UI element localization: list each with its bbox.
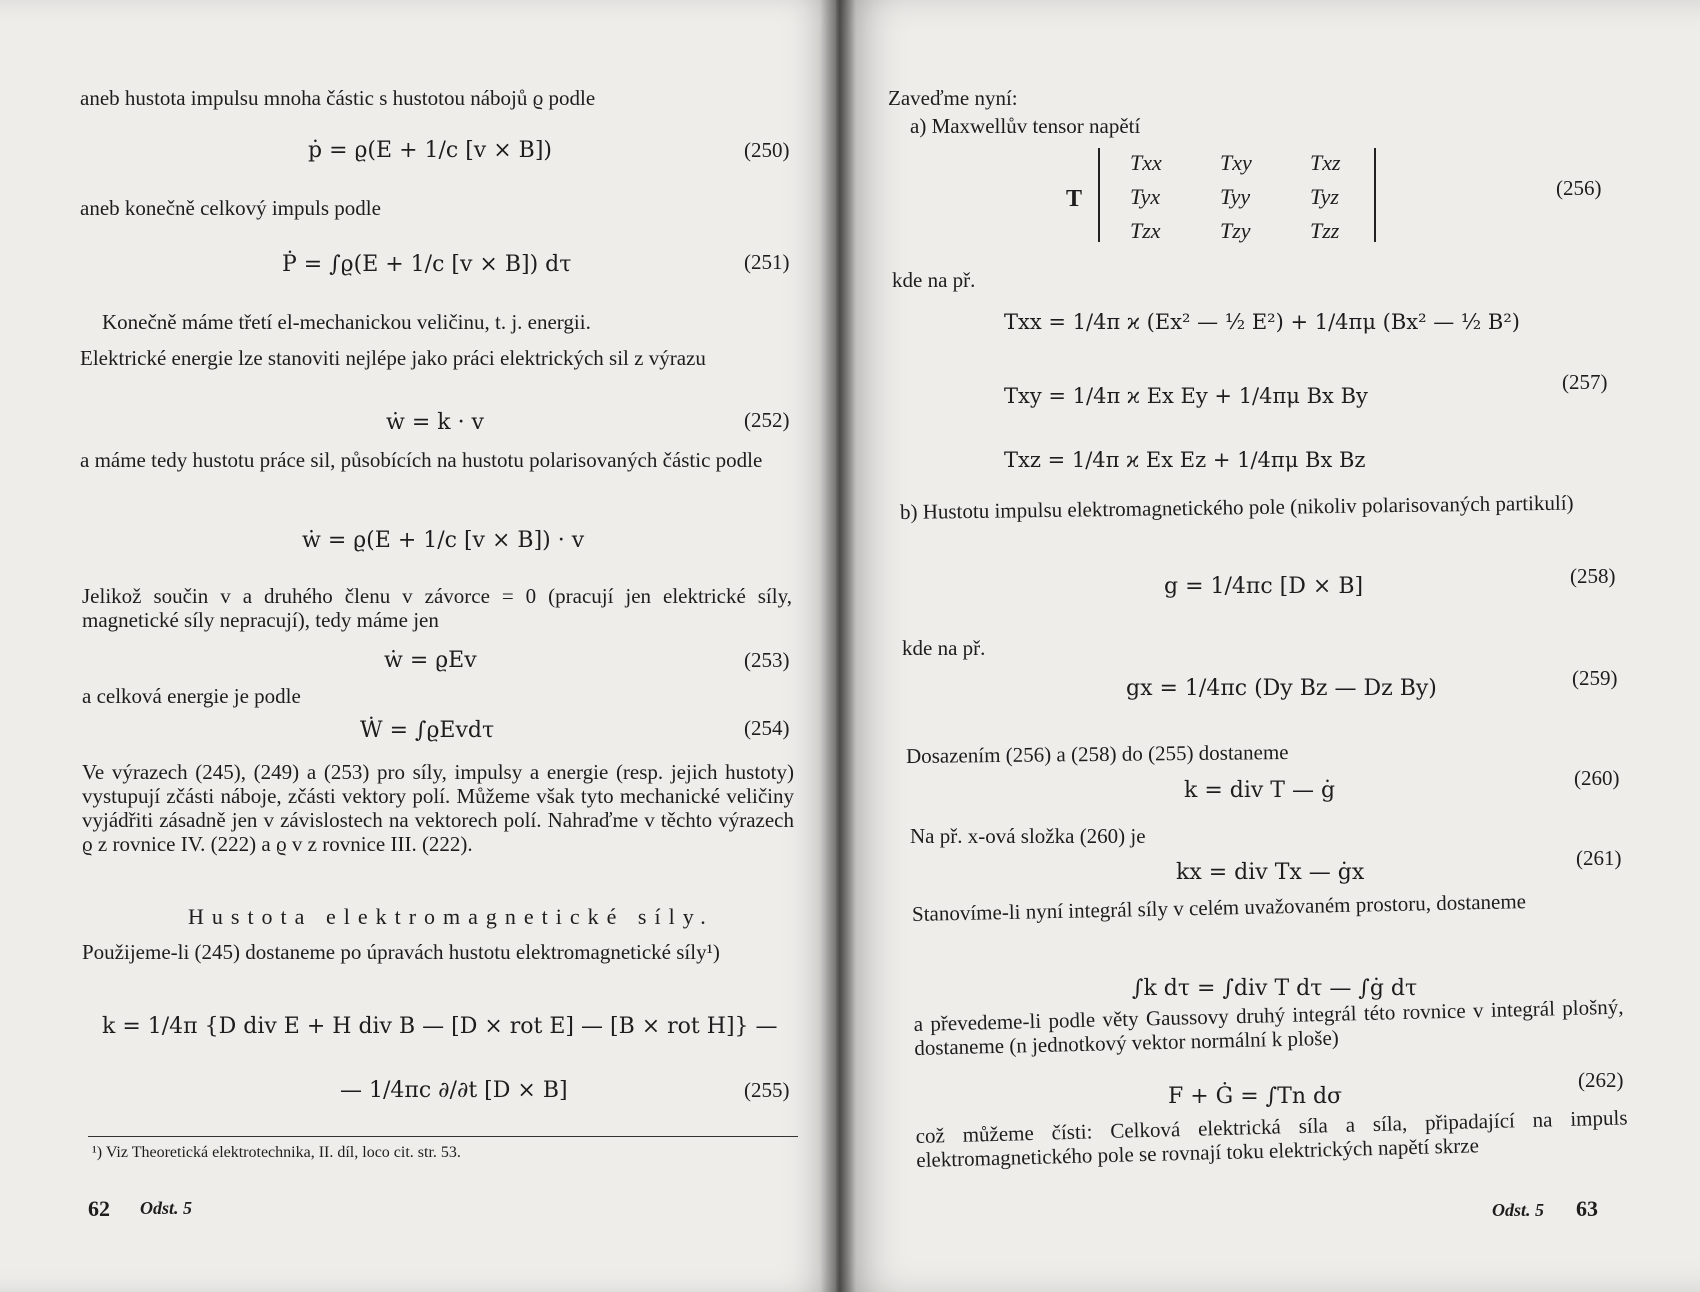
equation-257-a: Txx = 1/4π ϰ (Ex² — ½ E²) + 1/4πμ (Bx² — ½ B²) xyxy=(1004,310,1520,334)
paragraph-electric-energy: Elektrické energie lze stanoviti nejlépe jako práci elektrických sil z výrazu xyxy=(80,346,706,370)
equation-261: kx = div Tx — ġx xyxy=(1176,860,1365,885)
right-intro: Zaveďme nyní: xyxy=(888,86,1018,110)
matrix-cell-0-2: Txz xyxy=(1310,150,1341,175)
paragraph-use-245: Použijeme-li (245) dostaneme po úpravách hustotu elektromagnetické síly¹) xyxy=(82,940,720,964)
paragraph-work-density: a máme tedy hustotu práce sil, působících na hustotu polarisovaných částic podle xyxy=(80,448,763,472)
item-b-impulse-density: b) Hustotu impulsu elektromagnetického pole (nikoliv polarisovaných partikulí) xyxy=(899,490,1574,524)
equation-number-254: (254) xyxy=(744,716,790,740)
matrix-cell-2-1: Tzy xyxy=(1220,218,1251,243)
equation-number-258: (258) xyxy=(1570,564,1616,588)
right-line-component: Na př. x-ová složka (260) je xyxy=(910,824,1146,848)
running-head-right: Odst. 5 xyxy=(1492,1200,1545,1220)
equation-number-262: (262) xyxy=(1578,1068,1624,1092)
left-intro: aneb hustota impulsu mnoha částic s hustotou nábojů ϱ podle xyxy=(80,86,596,110)
right-line-substitution: Dosazením (256) a (258) do (255) dostaneme xyxy=(905,739,1289,768)
left-line-total-impulse: aneb konečně celkový impuls podle xyxy=(80,196,381,220)
matrix-cell-0-1: Txy xyxy=(1220,150,1252,175)
equation-259: gx = 1/4πc (Dy Bz — Dz By) xyxy=(1126,676,1437,701)
book-spine-shadow xyxy=(820,0,856,1292)
equation-number-252: (252) xyxy=(744,408,790,432)
equation-255-line1: k = 1/4π {D div E + H div B — [D × rot E] — [B × rot H]} — xyxy=(102,1014,778,1039)
equation-253: ẇ = ϱEv xyxy=(384,648,477,673)
page-number-right: 63 xyxy=(1576,1196,1598,1221)
matrix-cell-1-0: Tyx xyxy=(1130,184,1161,209)
paragraph-expressions: Ve výrazech (245), (249) a (253) pro síly, impulsy a energie (resp. jejich hustoty) vystupují zčásti náboje, zčásti vektory polí. Můžeme však tyto mechanické veličiny vyjádřiti zásadně jen v závislostech na vektorech polí. Nahraďme v těchto výrazech ϱ z rovnice IV. (222) a ϱ v z rovnice III. (222). xyxy=(82,760,794,856)
equation-number-261: (261) xyxy=(1576,846,1622,870)
equation-258: g = 1/4πc [D × B] xyxy=(1164,574,1364,599)
equation-number-259: (259) xyxy=(1572,666,1618,690)
equation-262: F + Ġ = ∫Tn dσ xyxy=(1168,1084,1343,1109)
right-kde-na-pr-2: kde na př. xyxy=(902,636,986,660)
equation-251: Ṗ = ∫ϱ(E + 1/c [v × B]) dτ xyxy=(282,252,572,277)
paragraph-read: což můžeme čísti: Celková elektrická síla a síla, připadající na impuls elektromagnetického pole se rovnají toku elektrických napětí skrze xyxy=(915,1105,1628,1172)
matrix-right-bar xyxy=(1374,148,1376,242)
equation-260: k = div T — ġ xyxy=(1184,778,1336,803)
matrix-cell-2-0: Tzx xyxy=(1130,218,1161,243)
matrix-cell-0-0: Txx xyxy=(1130,150,1162,175)
footnote: ¹) Viz Theoretická elektrotechnika, II. díl, loco cit. str. 53. xyxy=(92,1144,461,1161)
equation-252: ẇ = k · v xyxy=(386,410,484,435)
matrix-cell-2-2: Tzz xyxy=(1310,218,1340,243)
paragraph-product: Jelikož součin v a druhého členu v závorce = 0 (pracují jen elektrické síly, magnetické síly nepracují), tedy máme jen xyxy=(82,584,792,632)
right-page xyxy=(836,0,1700,1292)
equation-257-b: Txy = 1/4π ϰ Ex Ey + 1/4πμ Bx By xyxy=(1004,384,1368,408)
page-number-left: 62 xyxy=(88,1196,110,1221)
left-line-total-energy: a celková energie je podle xyxy=(82,684,301,708)
paragraph-gauss: a převedeme-li podle věty Gaussovy druhý integrál této rovnice v integrál plošný, dostaneme (n jednotkový vektor normální k ploše) xyxy=(913,994,1624,1060)
equation-work-density: ẇ = ϱ(E + 1/c [v × B]) · v xyxy=(302,528,585,553)
section-heading: Hustota elektromagnetické síly. xyxy=(188,904,714,929)
equation-integral: ∫k dτ = ∫div T dτ — ∫ġ dτ xyxy=(1132,976,1418,1001)
matrix-left-bar xyxy=(1098,148,1100,242)
equation-250: ṗ = ϱ(E + 1/c [v × B]) xyxy=(308,138,552,163)
equation-number-260: (260) xyxy=(1574,766,1620,790)
item-a-maxwell-tensor: a) Maxwellův tensor napětí xyxy=(910,114,1141,138)
equation-257-c: Txz = 1/4π ϰ Ex Ez + 1/4πμ Bx Bz xyxy=(1004,448,1366,472)
matrix-cell-1-2: Tyz xyxy=(1310,184,1339,209)
left-line-third-quantity: Konečně máme třetí el-mechanickou veličinu, t. j. energii. xyxy=(102,310,591,334)
tensor-symbol: T xyxy=(1066,186,1083,212)
equation-number-253: (253) xyxy=(744,648,790,672)
equation-number-256: (256) xyxy=(1556,176,1602,200)
equation-number-251: (251) xyxy=(744,250,790,274)
right-kde-na-pr: kde na př. xyxy=(892,268,976,292)
equation-number-255: (255) xyxy=(744,1078,790,1102)
equation-number-257: (257) xyxy=(1562,370,1608,394)
running-head-left: Odst. 5 xyxy=(140,1198,193,1218)
paragraph-integral: Stanovíme-li nyní integrál síly v celém uvažovaném prostoru, dostaneme xyxy=(911,889,1527,926)
equation-255-line2: — 1/4πc ∂/∂t [D × B] xyxy=(340,1078,568,1103)
footnote-rule xyxy=(88,1136,798,1137)
equation-254: Ẇ = ∫ϱEvdτ xyxy=(360,718,495,743)
matrix-cell-1-1: Tyy xyxy=(1220,184,1251,209)
left-page xyxy=(0,0,836,1292)
equation-number-250: (250) xyxy=(744,138,790,162)
